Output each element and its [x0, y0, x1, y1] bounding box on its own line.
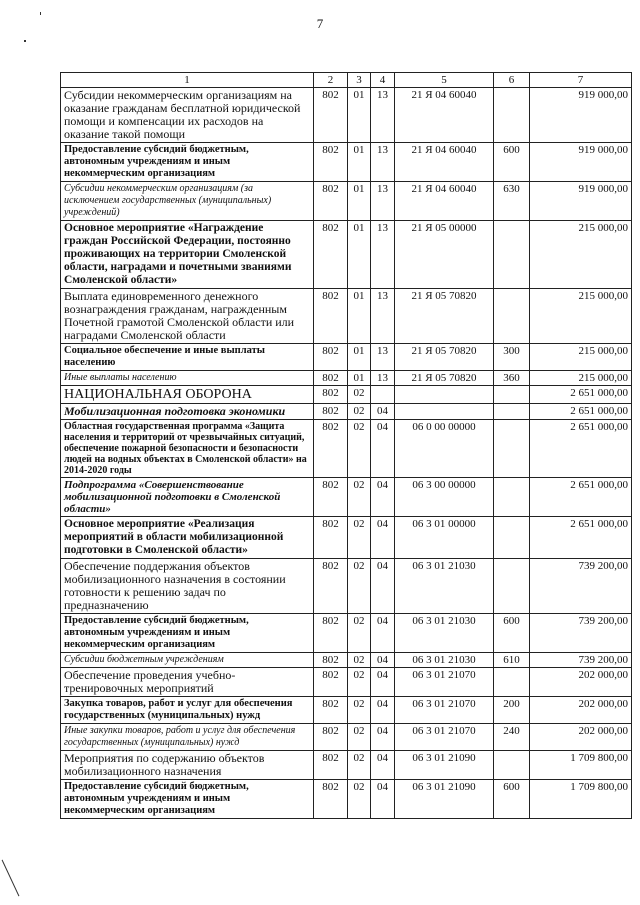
row-name: Мобилизационная подготовка экономики: [61, 404, 314, 420]
section-code: 02: [348, 559, 371, 614]
amount: 919 000,00: [530, 143, 632, 182]
section-code: 01: [348, 182, 371, 221]
row-name: Иные выплаты населению: [61, 371, 314, 386]
amount: 202 000,00: [530, 724, 632, 751]
expense-type: [494, 221, 530, 289]
expense-type: 600: [494, 780, 530, 819]
target-article: 06 0 00 00000: [395, 420, 494, 478]
ministry-code: 802: [314, 88, 348, 143]
row-name: Иные закупки товаров, работ и услуг для обеспечения государственных (муниципальных) нужд: [61, 724, 314, 751]
ministry-code: 802: [314, 697, 348, 724]
ministry-code: 802: [314, 653, 348, 668]
subsection-code: 04: [371, 517, 395, 559]
table-header: [61, 73, 632, 88]
row-name: Субсидии некоммерческим организациям на оказание гражданам бесплатной юридической помощи и компенсации их расходов на оказание такой помощи: [61, 88, 314, 143]
table-row: [61, 614, 632, 653]
expense-type: 630: [494, 182, 530, 221]
target-article: 06 3 01 21070: [395, 697, 494, 724]
subsection-code: 04: [371, 668, 395, 697]
budget-table: [60, 72, 632, 819]
amount: 2 651 000,00: [530, 404, 632, 420]
row-name: Областная государственная программа «Защита населения и территорий от чрезвычайных ситуаций, обеспечение пожарной безопасности и безопасности людей на водных объектах в Смоленской области» на 2014-2020 годы: [61, 420, 314, 478]
table-row: [61, 143, 632, 182]
scan-mark: [2, 860, 20, 897]
ministry-code: 802: [314, 517, 348, 559]
expense-type: [494, 668, 530, 697]
table-row: [61, 386, 632, 404]
subsection-code: 13: [371, 344, 395, 371]
subsection-code: 04: [371, 780, 395, 819]
amount: 919 000,00: [530, 182, 632, 221]
table-row: [61, 182, 632, 221]
row-name: Основное мероприятие «Награждение граждан Российской Федерации, постоянно проживающих на территории Смоленской области, наградами и почетными званиями Смоленской области»: [61, 221, 314, 289]
table-row: [61, 88, 632, 143]
row-name: Субсидии некоммерческим организациям (за исключением государственных (муниципальных) учреждений): [61, 182, 314, 221]
table-row: [61, 724, 632, 751]
table-row: [61, 517, 632, 559]
ministry-code: 802: [314, 182, 348, 221]
expense-type: [494, 751, 530, 780]
amount: 215 000,00: [530, 289, 632, 344]
amount: 2 651 000,00: [530, 517, 632, 559]
section-code: 01: [348, 289, 371, 344]
ministry-code: 802: [314, 614, 348, 653]
target-article: 06 3 01 21090: [395, 751, 494, 780]
target-article: 06 3 01 00000: [395, 517, 494, 559]
amount: 1 709 800,00: [530, 780, 632, 819]
expense-type: 300: [494, 344, 530, 371]
row-name: Мероприятия по содержанию объектов мобилизационного назначения: [61, 751, 314, 780]
table-row: [61, 420, 632, 478]
amount: 739 200,00: [530, 653, 632, 668]
subsection-code: 04: [371, 697, 395, 724]
subsection-code: 13: [371, 143, 395, 182]
row-name: Обеспечение проведения учебно-тренировочных мероприятий: [61, 668, 314, 697]
target-article: 21 Я 05 70820: [395, 344, 494, 371]
amount: 2 651 000,00: [530, 478, 632, 517]
ministry-code: 802: [314, 143, 348, 182]
table-row: [61, 404, 632, 420]
ministry-code: 802: [314, 559, 348, 614]
row-name: Подпрограмма «Совершенствование мобилизационной подготовки в Смоленской области»: [61, 478, 314, 517]
table-row: [61, 289, 632, 344]
subsection-code: 04: [371, 751, 395, 780]
row-name: Предоставление субсидий бюджетным, автономным учреждениям и иным некоммерческим организациям: [61, 780, 314, 819]
section-code: 01: [348, 221, 371, 289]
row-name: Предоставление субсидий бюджетным, автономным учреждениям и иным некоммерческим организациям: [61, 143, 314, 182]
row-name: Выплата единовременного денежного вознаграждения гражданам, награжденным Почетной грамотой Смоленской области или наградами Смоленской области: [61, 289, 314, 344]
table-row: [61, 653, 632, 668]
expense-type: [494, 88, 530, 143]
amount: 739 200,00: [530, 614, 632, 653]
subsection-code: 04: [371, 653, 395, 668]
expense-type: 610: [494, 653, 530, 668]
target-article: 21 Я 04 60040: [395, 88, 494, 143]
section-code: 02: [348, 697, 371, 724]
table-row: [61, 751, 632, 780]
target-article: 06 3 01 21070: [395, 724, 494, 751]
subsection-code: 04: [371, 614, 395, 653]
target-article: 06 3 01 21030: [395, 653, 494, 668]
header-target: 5: [395, 73, 494, 88]
ministry-code: 802: [314, 420, 348, 478]
row-name: НАЦИОНАЛЬНАЯ ОБОРОНА: [61, 386, 314, 404]
ministry-code: 802: [314, 668, 348, 697]
section-code: 01: [348, 344, 371, 371]
section-code: 01: [348, 143, 371, 182]
expense-type: [494, 289, 530, 344]
amount: 202 000,00: [530, 697, 632, 724]
header-expense: 6: [494, 73, 530, 88]
expense-type: 360: [494, 371, 530, 386]
target-article: 21 Я 05 00000: [395, 221, 494, 289]
ministry-code: 802: [314, 780, 348, 819]
ministry-code: 802: [314, 344, 348, 371]
table-body: [61, 88, 632, 819]
row-name: Закупка товаров, работ и услуг для обеспечения государственных (муниципальных) нужд: [61, 697, 314, 724]
amount: 739 200,00: [530, 559, 632, 614]
table-row: [61, 344, 632, 371]
scan-mark: [40, 12, 41, 15]
row-name: Обеспечение поддержания объектов мобилизационного назначения в состоянии готовности к решению задач по предназначению: [61, 559, 314, 614]
section-code: 02: [348, 404, 371, 420]
ministry-code: 802: [314, 289, 348, 344]
expense-type: 600: [494, 143, 530, 182]
header-ministry: 2: [314, 73, 348, 88]
expense-type: [494, 404, 530, 420]
subsection-code: 13: [371, 182, 395, 221]
target-article: 06 3 01 21030: [395, 614, 494, 653]
row-name: Предоставление субсидий бюджетным, автономным учреждениям и иным некоммерческим организациям: [61, 614, 314, 653]
amount: 919 000,00: [530, 88, 632, 143]
amount: 215 000,00: [530, 344, 632, 371]
expense-type: [494, 559, 530, 614]
target-article: [395, 404, 494, 420]
expense-type: [494, 478, 530, 517]
ministry-code: 802: [314, 371, 348, 386]
scan-mark: [24, 40, 26, 42]
target-article: 06 3 01 21090: [395, 780, 494, 819]
ministry-code: 802: [314, 724, 348, 751]
expense-type: [494, 386, 530, 404]
target-article: 21 Я 05 70820: [395, 289, 494, 344]
target-article: 06 3 00 00000: [395, 478, 494, 517]
table-row: [61, 668, 632, 697]
header-row: [61, 73, 632, 88]
row-name: Основное мероприятие «Реализация мероприятий в области мобилизационной подготовки в Смоленской области»: [61, 517, 314, 559]
section-code: 02: [348, 614, 371, 653]
target-article: 21 Я 04 60040: [395, 143, 494, 182]
amount: 215 000,00: [530, 221, 632, 289]
subsection-code: 13: [371, 371, 395, 386]
section-code: 02: [348, 668, 371, 697]
expense-type: 200: [494, 697, 530, 724]
section-code: 02: [348, 724, 371, 751]
target-article: 06 3 01 21070: [395, 668, 494, 697]
row-name: Субсидии бюджетным учреждениям: [61, 653, 314, 668]
ministry-code: 802: [314, 478, 348, 517]
table-row: [61, 559, 632, 614]
section-code: 02: [348, 478, 371, 517]
header-amount: 7: [530, 73, 632, 88]
row-name: Социальное обеспечение и иные выплаты населению: [61, 344, 314, 371]
table-row: [61, 478, 632, 517]
amount: 2 651 000,00: [530, 420, 632, 478]
subsection-code: 13: [371, 289, 395, 344]
ministry-code: 802: [314, 404, 348, 420]
section-code: 01: [348, 88, 371, 143]
header-section: 3: [348, 73, 371, 88]
page-number: 7: [316, 16, 324, 31]
target-article: [395, 386, 494, 404]
ministry-code: 802: [314, 386, 348, 404]
table-row: [61, 371, 632, 386]
target-article: 06 3 01 21030: [395, 559, 494, 614]
subsection-code: 13: [371, 221, 395, 289]
header-name: 1: [61, 73, 314, 88]
section-code: 02: [348, 517, 371, 559]
table-row: [61, 780, 632, 819]
subsection-code: 04: [371, 420, 395, 478]
expense-type: [494, 517, 530, 559]
amount: 2 651 000,00: [530, 386, 632, 404]
subsection-code: 04: [371, 559, 395, 614]
subsection-code: 13: [371, 88, 395, 143]
section-code: 02: [348, 780, 371, 819]
table-row: [61, 221, 632, 289]
subsection-code: 04: [371, 478, 395, 517]
header-subsection: 4: [371, 73, 395, 88]
amount: 215 000,00: [530, 371, 632, 386]
section-code: 02: [348, 420, 371, 478]
ministry-code: 802: [314, 751, 348, 780]
target-article: 21 Я 05 70820: [395, 371, 494, 386]
subsection-code: [371, 386, 395, 404]
ministry-code: 802: [314, 221, 348, 289]
table-row: [61, 697, 632, 724]
expense-type: [494, 420, 530, 478]
subsection-code: 04: [371, 724, 395, 751]
expense-type: 600: [494, 614, 530, 653]
amount: 202 000,00: [530, 668, 632, 697]
subsection-code: 04: [371, 404, 395, 420]
amount: 1 709 800,00: [530, 751, 632, 780]
section-code: 02: [348, 751, 371, 780]
target-article: 21 Я 04 60040: [395, 182, 494, 221]
section-code: 02: [348, 386, 371, 404]
section-code: 02: [348, 653, 371, 668]
section-code: 01: [348, 371, 371, 386]
expense-type: 240: [494, 724, 530, 751]
